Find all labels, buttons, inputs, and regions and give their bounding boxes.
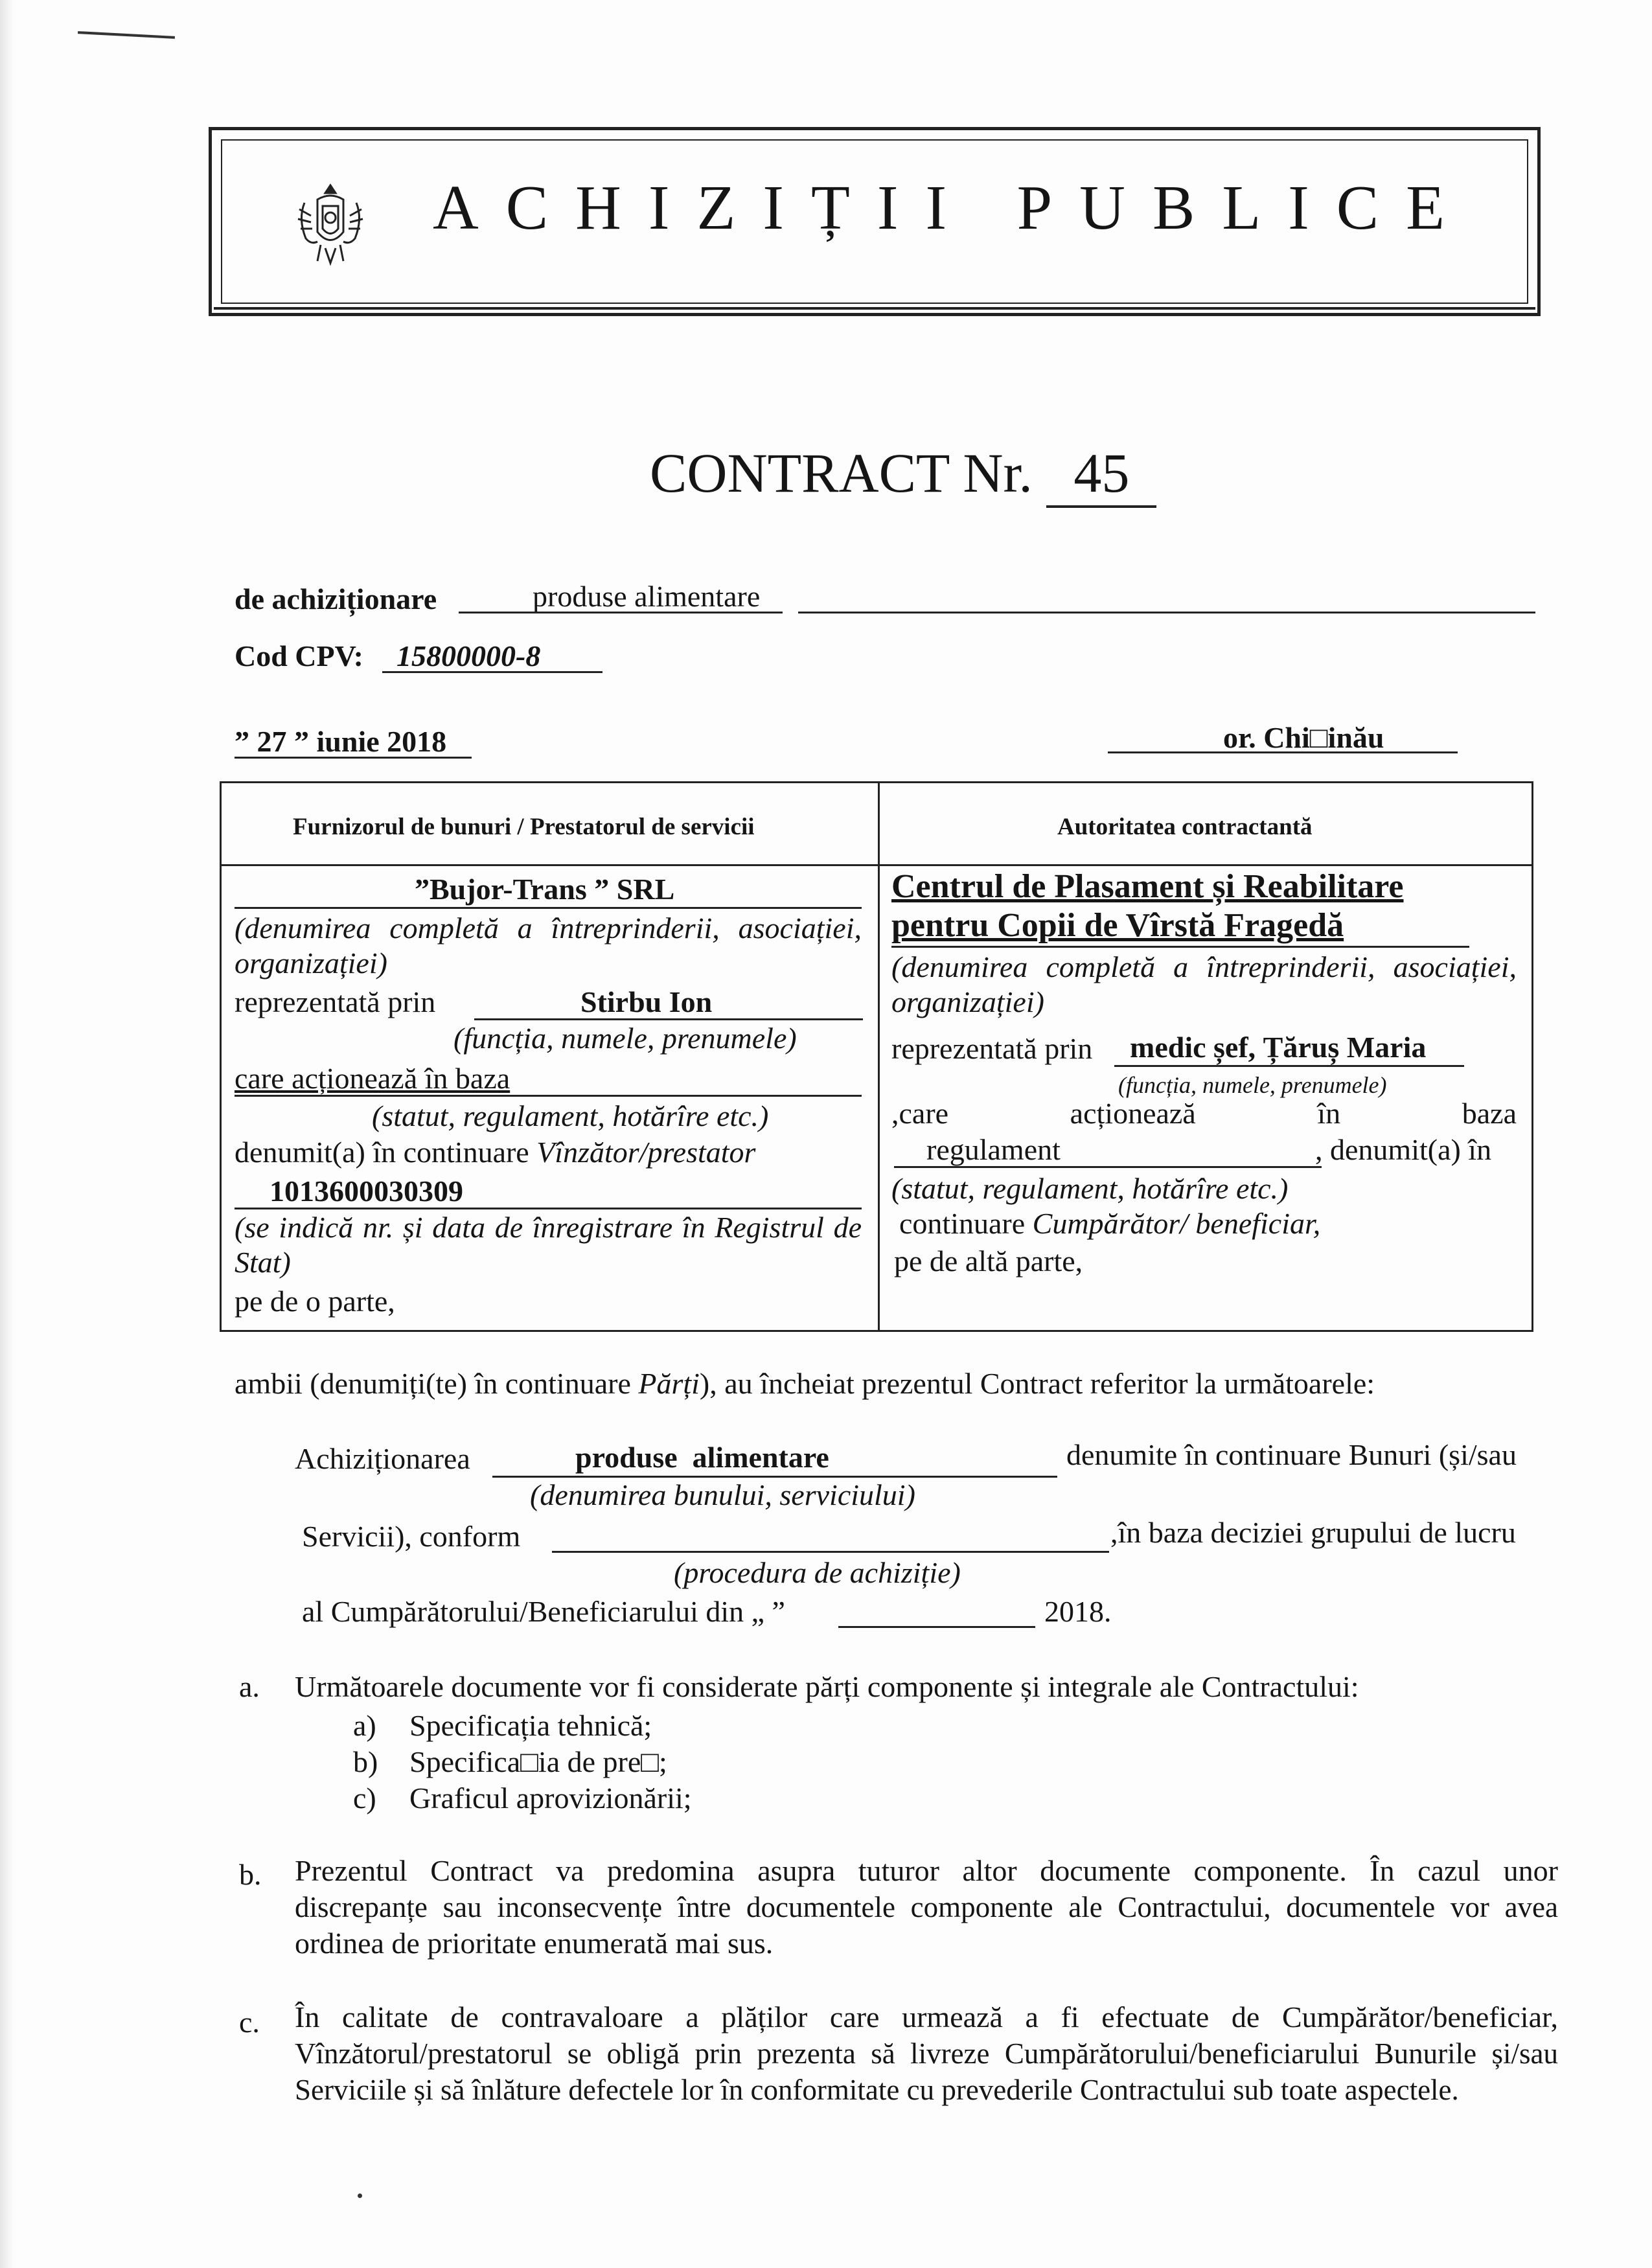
parties-statement-prefix: ambii (denumiți(te) în continuare: [235, 1367, 631, 1400]
supplier-acting-hint: (statut, regulament, hotărîre etc.): [372, 1099, 769, 1132]
authority-representative-hint: (funcția, numele, prenumele): [1118, 1072, 1387, 1098]
clause-a-item-text: Specifica□ia de pre□;: [409, 1745, 667, 1778]
clause-b-line: ordinea de prioritate enumerată mai sus.: [295, 1927, 774, 1960]
parties-header-divider: [222, 864, 1532, 866]
purpose-underline-extended: [798, 612, 1535, 613]
clause-a-item-marker: b): [353, 1745, 378, 1778]
services-suffix: ,în baza deciziei grupului de lucru: [1110, 1516, 1516, 1549]
authority-continuation-label: continuare: [899, 1207, 1026, 1240]
scan-dot: [358, 2194, 362, 2198]
services-underline: [552, 1551, 1109, 1553]
contract-city: or. Chi□inău: [1223, 721, 1384, 754]
clause-a-item-text: Graficul aprovizionării;: [409, 1781, 692, 1815]
clause-a-item-marker: a): [353, 1709, 376, 1742]
purpose-label: de achiziționare: [235, 582, 437, 615]
decision-date-underline: [838, 1626, 1035, 1628]
acquisition-label: Achiziționarea: [295, 1442, 470, 1475]
authority-column-header: Autoritatea contractantă: [1057, 814, 1313, 840]
supplier-representative: Stirbu Ion: [580, 985, 713, 1018]
acquisition-value: produse alimentare: [575, 1441, 829, 1474]
supplier-column-header: Furnizorul de bunuri / Prestatorul de servicii: [293, 814, 755, 840]
authority-representative-underline: [1114, 1065, 1464, 1067]
clause-b-marker: b.: [239, 1858, 262, 1891]
supplier-registration-number: 1013600030309: [270, 1174, 463, 1208]
parties-statement-suffix: ), au încheiat prezentul Contract referitor la următoarele:: [699, 1367, 1375, 1400]
parties-statement: [235, 1366, 1375, 1402]
parties-statement-term: Părți: [638, 1367, 700, 1400]
supplier-side: pe de o parte,: [235, 1285, 395, 1318]
services-label: Servicii), conform: [302, 1520, 521, 1553]
authority-acting-label: ,care acționează în baza: [891, 1097, 1517, 1130]
authority-name-line2: pentru Copii de Vîrstă Fragedă: [891, 907, 1344, 944]
authority-acting-value: regulament: [926, 1133, 1061, 1166]
cpv-label: Cod CPV:: [235, 639, 363, 672]
clause-b-line: Prezentul Contract va predomina asupra tuturor altor documente componente. În cazul unor: [295, 1854, 1558, 1887]
authority-name-hint: (denumirea completă a întreprinderii, asociației, organizației): [891, 950, 1517, 1018]
city-underline: [1108, 751, 1458, 753]
decision-prefix: al Cumpărătorului/Beneficiarului din „ ”: [302, 1595, 785, 1628]
clause-c-line: Serviciile și să înlăture defectele lor în conformitate cu prevederile Contractului sub toate aspectele.: [295, 2074, 1459, 2106]
supplier-name-underline: [235, 907, 862, 909]
authority-named-label: , denumit(a) în: [1315, 1133, 1492, 1166]
purpose-underline: [459, 612, 783, 613]
supplier-named-as: Vînzător/prestator: [536, 1136, 756, 1169]
contract-title-prefix: CONTRACT Nr.: [650, 442, 1033, 504]
clause-c-line: În calitate de contravaloare a plăților care urmează a fi efectuate de Cumpărător/beneficiar,: [295, 2000, 1558, 2033]
authority-acting-hint: (statut, regulament, hotărîre etc.): [891, 1172, 1289, 1205]
supplier-name-hint: (denumirea completă a întreprinderii, asociației, organizației): [235, 911, 862, 979]
supplier-acting-label: care acționează în baza: [235, 1062, 511, 1095]
acquisition-hint: (denumirea bunului, serviciului): [530, 1478, 915, 1511]
procedure-hint: (procedura de achiziție): [674, 1556, 961, 1589]
clause-a-item-text: Specificația tehnică;: [409, 1709, 652, 1742]
authority-name-line1: Centrul de Plasament și Reabilitare: [891, 868, 1404, 905]
clause-c-marker: c.: [239, 2006, 260, 2039]
authority-side: pe de altă parte,: [894, 1244, 1083, 1277]
clause-a-item-marker: c): [353, 1781, 376, 1815]
authority-represented-label: reprezentată prin: [891, 1032, 1093, 1065]
authority-named-as: Cumpărător/ beneficiar,: [1032, 1207, 1321, 1240]
acquisition-suffix: denumite în continuare Bunuri (și/sau: [1066, 1438, 1517, 1471]
supplier-name: ”Bujor-Trans ” SRL: [415, 873, 675, 906]
supplier-acting-underline: [235, 1095, 862, 1097]
scan-stroke: [78, 31, 175, 39]
cpv-value: 15800000-8: [396, 639, 541, 672]
header-bottom-rule: [214, 302, 1535, 310]
clause-c-line: Vînzătorul/prestatorul se obligă prin prezenta să livreze Cumpărătorului/beneficiarului Bunurile și/sau: [295, 2037, 1558, 2070]
contract-title: [650, 441, 1156, 508]
authority-representative: medic șef, Țăruș Maria: [1130, 1031, 1427, 1064]
clause-a-marker: a.: [239, 1670, 260, 1703]
date-underline: [235, 757, 472, 759]
authority-acting-underline: [894, 1166, 1322, 1168]
supplier-represented-label: reprezentată prin: [235, 985, 436, 1018]
clause-a-text: Următoarele documente vor fi considerate părți componente și integrale ale Contractului:: [295, 1670, 1359, 1703]
purpose-value: produse alimentare: [533, 580, 761, 613]
scan-edge-mark: [0, 0, 14, 2268]
decision-year: 2018.: [1044, 1595, 1112, 1628]
clause-b-line: discrepanțe sau inconsecvențe între documentele componente ale Contractului, documentele vor avea: [295, 1891, 1558, 1923]
supplier-representative-hint: (funcția, numele, prenumele): [453, 1022, 797, 1055]
contract-date: ” 27 ” iunie 2018: [235, 725, 447, 758]
supplier-representative-underline: [474, 1018, 863, 1020]
moldova-coat-of-arms-icon: [292, 180, 369, 268]
supplier-named-label: denumit(a) în continuare: [235, 1136, 529, 1169]
header-title: ACHIZIȚII PUBLICE: [433, 173, 1473, 243]
authority-continuation-row: [899, 1206, 1320, 1241]
contract-number: 45: [1046, 441, 1156, 508]
authority-name-underline: [891, 946, 1469, 948]
supplier-registration-hint: (se indică nr. și data de înregistrare în Registrul de Stat): [235, 1211, 862, 1279]
cpv-underline: [382, 671, 602, 673]
supplier-registration-underline: [235, 1208, 862, 1209]
supplier-named-row: [235, 1135, 755, 1170]
